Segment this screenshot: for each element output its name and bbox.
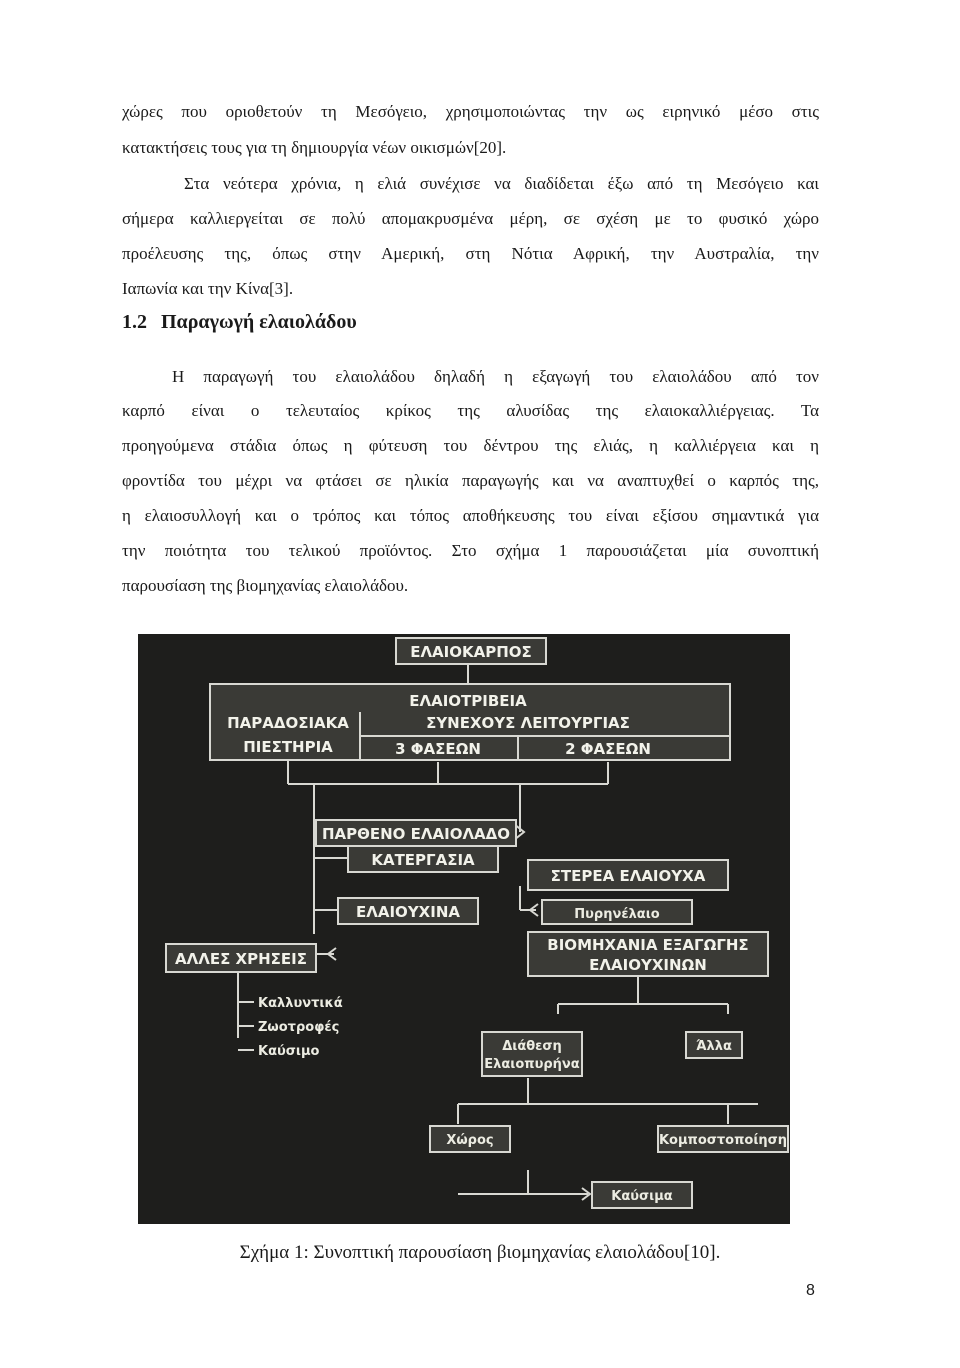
box-paradosiaka-label: ΠΑΡΑΔΟΣΙΑΚΑ <box>227 714 349 732</box>
box-diathesi-label-2: Ελαιοπυρήνα <box>484 1057 580 1072</box>
box-partheno-label: ΠΑΡΘΕΝΟ ΕΛΑΙΟΛΑΔΟ <box>321 825 511 843</box>
paragraph-line: χώρες που οριοθετούν τη Μεσόγειο, χρησιμοποιώντας την ως ειρηνικό μέσο στις <box>122 102 819 121</box>
paragraph-line: προηγούμενα στάδια όπως η φύτευση του δέντρου της ελιάς, η καλλιέργεια και η <box>122 436 819 455</box>
box-piestiria-label: ΠΙΕΣΤΗΡΙΑ <box>243 738 333 756</box>
box-viomihania-label-1: ΒΙΟΜΗΧΑΝΙΑ ΕΞΑΓΩΓΗΣ <box>547 936 749 954</box>
box-synexous-label: ΣΥΝΕΧΟΥΣ ΛΕΙΤΟΥΡΓΙΑΣ <box>426 714 630 732</box>
paragraph-line: προέλευσης της, όπως στην Αμερική, στη Νότια Αφρική, την Αυστραλία, την <box>122 244 819 263</box>
section-title: Παραγωγή ελαιολάδου <box>161 311 357 333</box>
label-zootrofes: Ζωοτροφές <box>258 1020 340 1035</box>
paragraph-line: την ποιότητα του τελικού προϊόντος. Στο σχήμα 1 παρουσιάζεται μία συνοπτική <box>122 541 819 560</box>
box-diathesi-label-1: Διάθεση <box>502 1039 562 1054</box>
paragraph-line: Η παραγωγή του ελαιολάδου δηλαδή η εξαγωγή του ελαιολάδου από τον <box>172 367 819 386</box>
box-pyrinelaio-label: Πυρηνέλαιο <box>574 907 660 922</box>
paragraph-1 <box>122 101 819 301</box>
box-3-faseon-label: 3 ΦΑΣΕΩΝ <box>395 740 481 758</box>
box-elaiotriveia-label: ΕΛΑΙΟΤΡΙΒΕΙΑ <box>409 692 527 710</box>
box-elaiouhina-label: ΕΛΑΙΟΥΧΙΝΑ <box>356 903 460 921</box>
paragraph-line: φροντίδα του μέχρι να φτάσει σε ηλικία παραγωγής και να αναπτυχθεί ο καρπός της, <box>122 471 819 490</box>
box-elaiokarpos-label: ΕΛΑΙΟΚΑΡΠΟΣ <box>410 643 532 661</box>
box-stereo-label: ΣΤΕΡΕΑ ΕΛΑΙΟΥΧΑ <box>550 867 706 885</box>
label-kafsimo: Καύσιμο <box>258 1044 320 1059</box>
box-alles-label: ΑΛΛΕΣ ΧΡΗΣΕΙΣ <box>175 950 307 968</box>
section-number: 1.2 <box>122 311 147 333</box>
box-katergasia-label: ΚΑΤΕΡΓΑΣΙΑ <box>371 851 475 869</box>
paragraph-line: σήμερα καλλιεργείται σε πολύ απομακρυσμένα μέρη, σε σχέση με το φυσικό χώρο <box>122 209 819 228</box>
diagram-boxes <box>166 638 788 1208</box>
diagram-svg <box>138 634 790 1224</box>
box-xoros-label: Χώρος <box>446 1133 494 1148</box>
paragraph-line: Στα νεότερα χρόνια, η ελιά συνέχισε να διαδίδεται έξω από τη Μεσόγειο και <box>184 174 819 193</box>
box-2-faseon-label: 2 ΦΑΣΕΩΝ <box>565 740 651 758</box>
paragraph-line: η ελαιοσυλλογή και ο τρόπος και τόπος αποθήκευσης του είναι εξίσου σημαντικά για <box>122 506 819 525</box>
figure-caption: Σχήμα 1: Συνοπτική παρουσίαση βιομηχανίας ελαιολάδου[10]. <box>239 1242 721 1263</box>
paragraph-line: Ιαπωνία και την Κίνα[3]. <box>122 279 294 298</box>
page-number: 8 <box>806 1282 815 1299</box>
box-viomihania-label-2: ΕΛΑΙΟΥΧΙΝΩΝ <box>589 956 707 974</box>
paragraph-2 <box>122 366 819 596</box>
box-kafsima-label: Καύσιμα <box>611 1189 673 1204</box>
label-kallyntika: Καλλυντικά <box>258 996 343 1011</box>
section-heading <box>122 308 357 336</box>
paragraph-line: παρουσίαση της βιομηχανίας ελαιολάδου. <box>122 576 409 595</box>
box-kompostopoiisi-label: Κομποστοποίηση <box>658 1133 788 1148</box>
paragraph-line: καρπό είναι ο τελευταίος κρίκος της αλυσίδας της ελαιοκαλλιέργειας. Τα <box>122 401 819 420</box>
olive-oil-industry-diagram <box>138 634 790 1224</box>
box-ypoloipa-label: Άλλα <box>696 1039 732 1054</box>
paragraph-line: κατακτήσεις τους για τη δημιουργία νέων οικισμών[20]. <box>122 138 507 157</box>
